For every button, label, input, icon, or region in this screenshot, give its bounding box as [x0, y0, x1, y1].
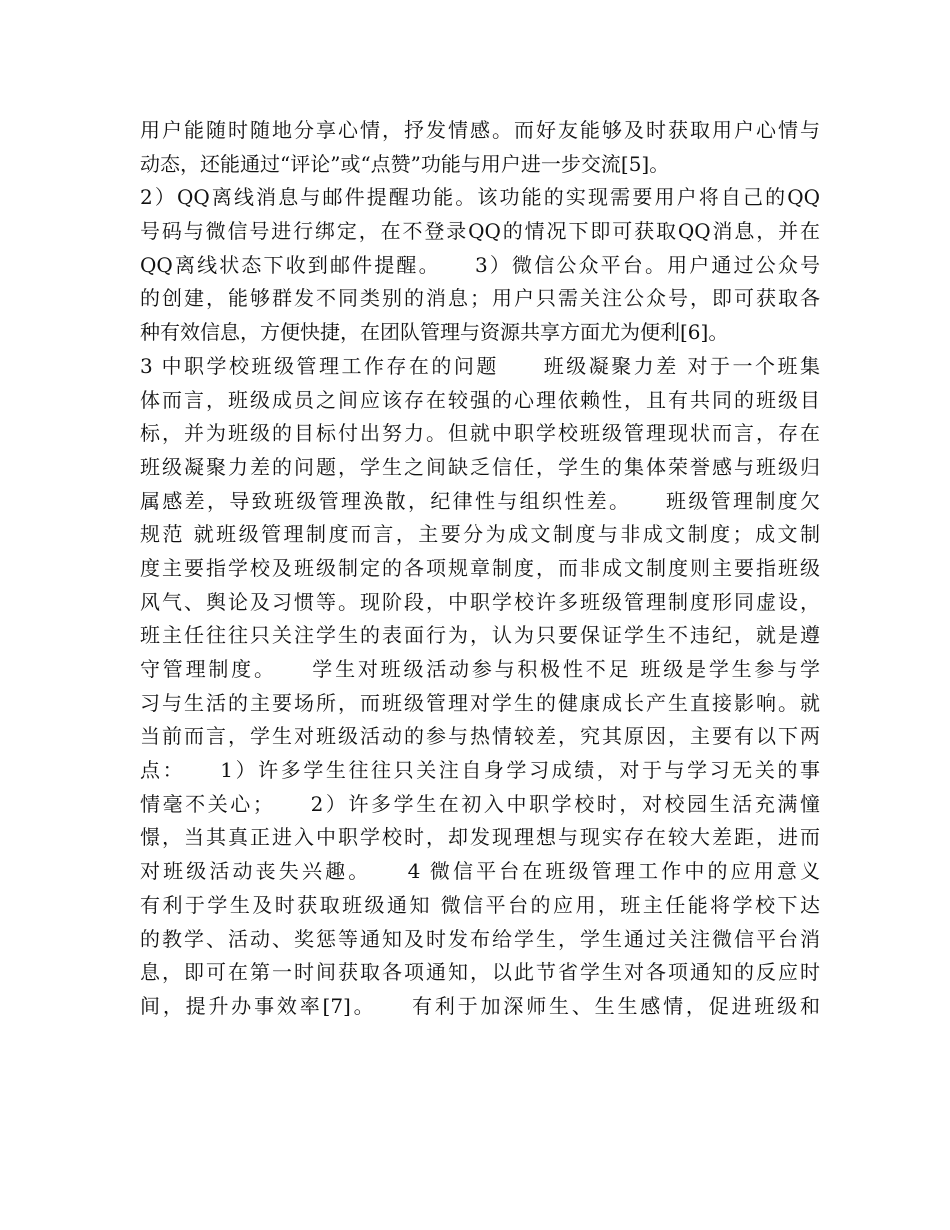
- text-line: 憬，当其真正进入中职学校时，却发现理想与现实存在较大差距，进而: [140, 825, 820, 850]
- text-line: 有利于学生及时获取班级通知 微信平台的应用，班主任能将学校下达: [140, 892, 820, 917]
- text-line: 种有效信息，方便快捷，在团队管理与资源共享方面尤为便利[6]。: [140, 320, 729, 345]
- text-line: 点： 1）许多学生往往只关注自身学习成绩，对于与学习无关的事: [140, 758, 820, 783]
- text-line: 间，提升办事效率[7]。 有利于加深师生、生生感情，促进班级和: [140, 993, 820, 1018]
- text-line: 用户能随时随地分享心情，抒发情感。而好友能够及时获取用户心情与: [140, 118, 820, 142]
- text-line: 2）QQ离线消息与邮件提醒功能。该功能的实现需要用户将自己的QQ: [140, 185, 820, 210]
- body-text: [140, 114, 820, 1024]
- text-line: 对班级活动丧失兴趣。 4 微信平台在班级管理工作中的应用意义: [140, 859, 820, 884]
- text-line: 度主要指学校及班级制定的各项规章制度，而非成文制度则主要指班级: [140, 555, 820, 580]
- text-line: 情毫不关心； 2）许多学生在初入中职学校时，对校园生活充满憧: [140, 791, 820, 816]
- text-line: 风气、舆论及习惯等。现阶段，中职学校许多班级管理制度形同虚设，: [140, 589, 820, 614]
- text-line: 标，并为班级的目标付出努力。但就中职学校班级管理现状而言，存在: [140, 421, 820, 446]
- text-line: 规范 就班级管理制度而言，主要分为成文制度与非成文制度；成文制: [140, 522, 820, 547]
- text-line: QQ离线状态下收到邮件提醒。 3）微信公众平台。用户通过公众号: [140, 252, 820, 277]
- text-line: 体而言，班级成员之间应该存在较强的心理依赖性，且有共同的班级目: [140, 387, 820, 412]
- text-line: 当前而言，学生对班级活动的参与热情较差，究其原因，主要有以下两: [140, 724, 820, 749]
- text-line: 的教学、活动、奖惩等通知及时发布给学生，学生通过关注微信平台消: [140, 926, 820, 951]
- text-line: 习与生活的主要场所，而班级管理对学生的健康成长产生直接影响。就: [140, 690, 820, 715]
- text-line: 的创建，能够群发不同类别的消息；用户只需关注公众号，即可获取各: [140, 286, 820, 311]
- text-line: 3 中职学校班级管理工作存在的问题 班级凝聚力差 对于一个班集: [140, 353, 820, 378]
- text-line: 号码与微信号进行绑定，在不登录QQ的情况下即可获取QQ消息，并在: [140, 219, 820, 244]
- text-line: 守管理制度。 学生对班级活动参与积极性不足 班级是学生参与学: [140, 657, 820, 681]
- text-line: 息，即可在第一时间获取各项通知，以此节省学生对各项通知的反应时: [140, 960, 820, 985]
- text-line: 动态，还能通过“评论”或“点赞”功能与用户进一步交流[5]。: [140, 151, 670, 176]
- text-line: 班主任往往只关注学生的表面行为，认为只要保证学生不违纪，就是遵: [140, 623, 820, 648]
- text-line: 班级凝聚力差的问题，学生之间缺乏信任，学生的集体荣誉感与班级归: [140, 454, 820, 479]
- text-line: 属感差，导致班级管理涣散，纪律性与组织性差。 班级管理制度欠: [140, 488, 820, 513]
